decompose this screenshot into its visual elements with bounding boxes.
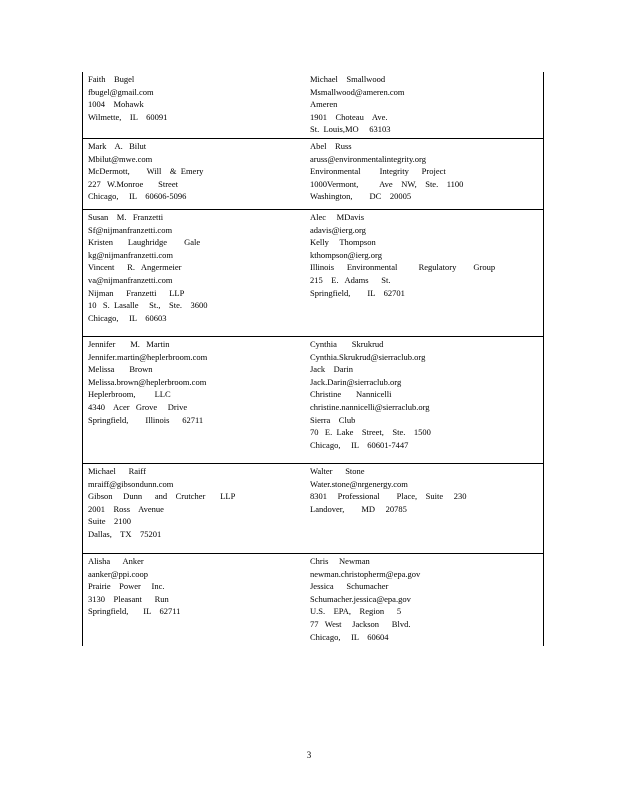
contact-address-line: 8301 Professional Place, Suite 230 [310,491,467,502]
contact-email: Msmallwood@ameren.com [310,86,405,97]
contact-city-line: Chicago, IL 60601-7447 [310,439,409,450]
table-row [83,464,543,554]
table-row [83,554,543,646]
contact-cell [83,464,305,553]
contact-city-line: Chicago, IL 60603 [88,312,167,323]
contact-organization: Illinois Environmental Regulatory Group [310,262,496,273]
contact-address-line: 77 West Jackson Blvd. [310,618,411,629]
contact-email: Jennifer.martin@heplerbroom.com [88,351,208,362]
contact-name: Abel Russ [310,141,352,151]
contact-name: Alec MDavis [310,212,365,222]
contact-city-line: Dallas, TX 75201 [88,528,162,539]
contact-name: Jack Darin [310,364,353,375]
page-number: 3 [306,750,312,760]
contact-address-line: 3130 Pleasant Run [88,593,169,604]
contact-name: Michael Smallwood [310,74,386,84]
contact-cell [83,554,305,646]
contact-email: Schumacher.jessica@epa.gov [310,593,411,604]
contact-email: newman.christopherm@epa.gov [310,568,421,579]
contact-address-line: 1901 Choteau Ave. [310,111,388,122]
contact-address-line: 1000Vermont, Ave NW, Ste. 1100 [310,178,464,189]
contact-cell [305,72,543,138]
contact-name: Michael Raiff [88,466,146,476]
contact-city-line: Washington, DC 20005 [310,191,412,202]
contact-organization: Sierra Club [310,414,356,425]
contact-organization: Gibson Dunn and Crutcher LLP [88,491,236,502]
contact-organization: Nijman Franzetti LLP [88,287,185,298]
contact-name: Cynthia Skrukrud [310,339,384,349]
contact-email: Cynthia.Skrukrud@sierraclub.org [310,351,426,362]
contact-name: Jessica Schumacher [310,581,389,592]
contact-email: va@nijmanfranzetti.com [88,274,173,285]
contact-email: aruss@environmentalintegrity.org [310,153,426,164]
contact-email: Mbilut@mwe.com [88,153,153,164]
contact-organization: Heplerbroom, LLC [88,389,171,400]
contact-address-line: 215 E. Adams St. [310,274,391,285]
contact-cell [83,72,305,138]
contact-name: Mark A. Bilut [88,141,147,151]
contact-email: Jack.Darin@sierraclub.org [310,376,402,387]
contact-organization: McDermott, Will & Emery [88,166,204,177]
contact-cell [83,210,305,336]
contact-city-line: Wilmette, IL 60091 [88,111,168,122]
contact-email: Water.stone@nrgenergy.com [310,478,408,489]
contact-city-line: St. Louis,MO 63103 [310,124,391,135]
contact-email: aanker@ppi.coop [88,568,148,579]
contact-name: Melissa Brown [88,364,153,375]
contact-email: christine.nannicelli@sierraclub.org [310,401,430,412]
contact-address-line: 2001 Ross Avenue [88,503,164,514]
contact-cell [305,139,543,209]
contact-name: Alisha Anker [88,556,144,566]
contact-cell [83,139,305,209]
contact-name: Chris Newman [310,556,370,566]
table-row [83,210,543,337]
contact-email: adavis@ierg.org [310,224,366,235]
contact-cell [83,337,305,463]
contact-email: kthompson@ierg.org [310,249,382,260]
contact-organization: Prairie Power Inc. [88,581,165,592]
contact-city-line: Chicago, IL 60606-5096 [88,191,187,202]
contact-name: Walter Stone [310,466,365,476]
contact-cell [305,337,543,463]
contact-organization: Environmental Integrity Project [310,166,446,177]
contact-address-line: 70 E. Lake Street, Ste. 1500 [310,427,431,438]
contact-city-line: Springfield, IL 62711 [88,606,181,617]
service-list-table [82,72,544,646]
table-row [83,337,543,464]
contact-city-line: Landover, MD 20785 [310,503,407,514]
contact-city-line: Springfield, IL 62701 [310,287,405,298]
contact-email: mraiff@gibsondunn.com [88,478,174,489]
contact-address-line: 4340 Acer Grove Drive [88,401,188,412]
contact-city-line: Springfield, Illinois 62711 [88,414,204,425]
contact-suite-line: Suite 2100 [88,516,131,527]
table-row [83,139,543,210]
contact-name: Jennifer M. Martin [88,339,170,349]
contact-email: fbugel@gmail.com [88,86,154,97]
contact-name: Christine Nannicelli [310,389,392,400]
contact-name: Kelly Thompson [310,237,376,248]
contact-organization: Ameren [310,99,338,110]
contact-address-line: 1004 Mohawk [88,99,144,110]
table-row [83,72,543,139]
contact-email: Melissa.brown@heplerbroom.com [88,376,207,387]
contact-address-line: 227 W.Monroe Street [88,178,178,189]
contact-name: Vincent R. Angermeier [88,262,182,273]
contact-email: Sf@nijmanfranzetti.com [88,224,173,235]
contact-cell [305,554,543,646]
contact-name: Faith Bugel [88,74,135,84]
contact-cell [305,210,543,336]
contact-city-line: Chicago, IL 60604 [310,631,389,642]
contact-cell [305,464,543,553]
contact-name: Susan M. Franzetti [88,212,164,222]
contact-organization: U.S. EPA, Region 5 [310,606,402,617]
contact-email: kg@nijmanfranzetti.com [88,249,174,260]
contact-address-line: 10 S. Lasalle St., Ste. 3600 [88,300,208,311]
contact-name: Kristen Laughridge Gale [88,237,201,248]
